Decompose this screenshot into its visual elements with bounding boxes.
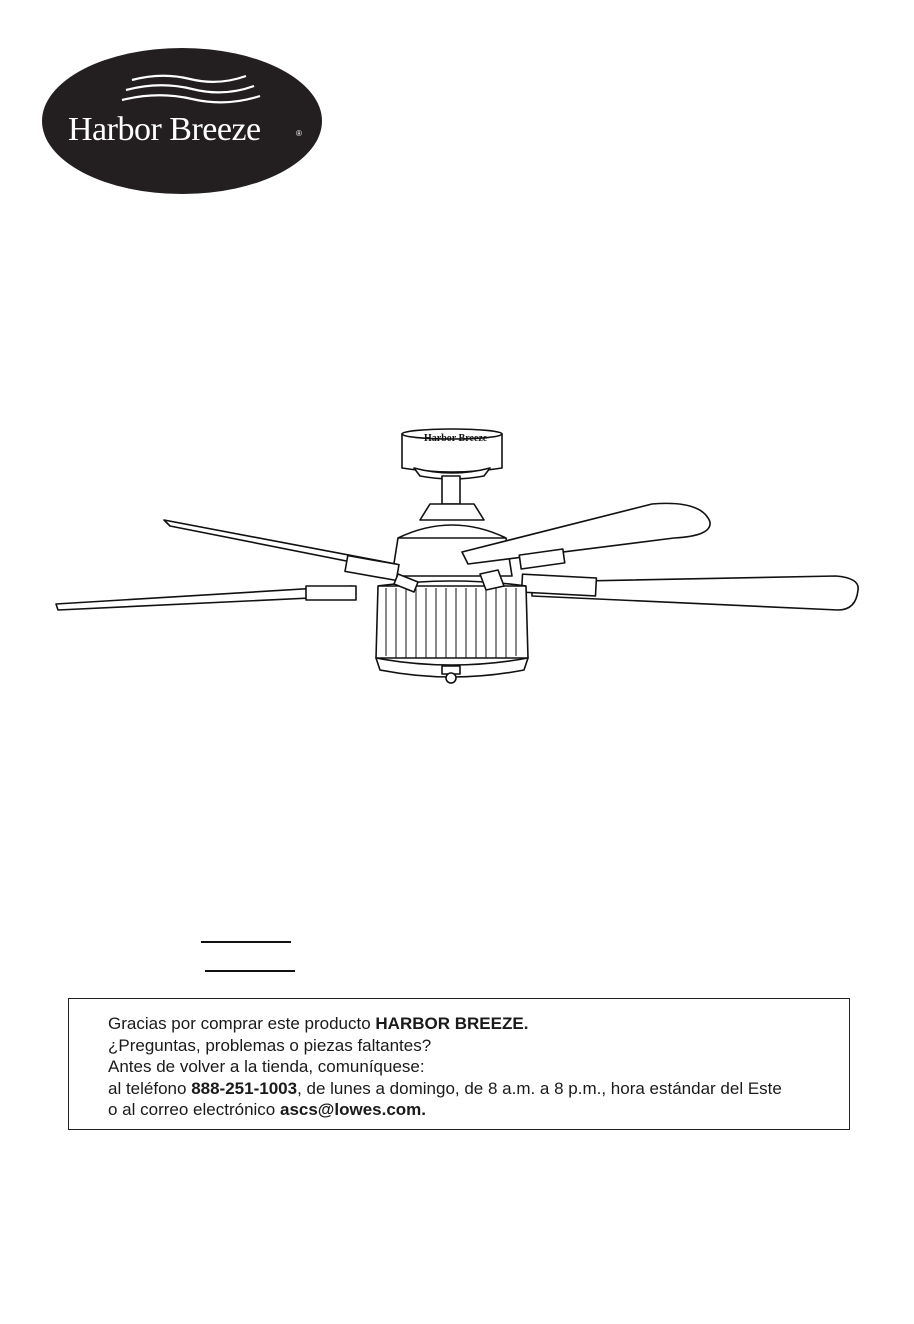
phone-line: al teléfono 888-251-1003, de lunes a domingo, de 8 a.m. a 8 p.m., hora estándar del Este — [108, 1078, 782, 1098]
blank-line — [201, 941, 291, 943]
brand-name: HARBOR BREEZE. — [375, 1014, 529, 1033]
canopy-logo-text: Harbor Breeze — [424, 433, 488, 444]
email-line: o al correo electrónico ascs@lowes.com. — [108, 1100, 427, 1120]
thank-you-line: Gracias por comprar este producto HARBOR BREEZE. — [108, 1014, 529, 1033]
questions-line: ¿Preguntas, problemas o piezas faltantes? — [108, 1035, 432, 1055]
before-return-line: Antes de volver a la tienda, comuníquese: — [108, 1057, 425, 1077]
ceiling-fan-illustration — [52, 426, 864, 688]
blank-line — [205, 970, 295, 972]
logo-text: Harbor Breeze — [68, 111, 261, 148]
email-address: ascs@lowes.com. — [279, 1100, 427, 1120]
contact-info-box — [68, 998, 850, 1130]
phone-number: 888-251-1003 — [191, 1078, 298, 1098]
brand-logo — [40, 46, 324, 196]
registered-mark: ® — [296, 129, 302, 138]
